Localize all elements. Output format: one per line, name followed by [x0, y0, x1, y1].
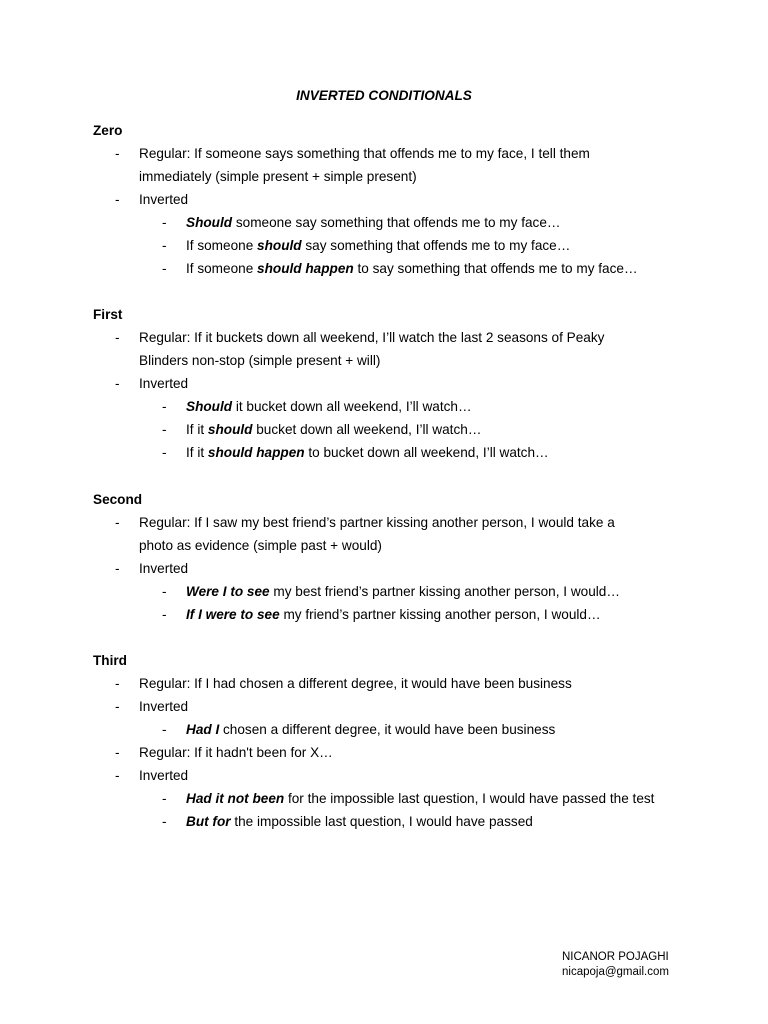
- sub-list-item: [93, 580, 713, 603]
- author-email: nicapoja@gmail.com: [562, 966, 669, 978]
- bullet-dash: -: [162, 814, 167, 829]
- list-item: [93, 372, 713, 395]
- bullet-dash: -: [162, 791, 167, 806]
- example-text: for the impossible last question, I would have passed the test: [284, 791, 655, 806]
- example-text: my best friend’s partner kissing another person, I would…: [269, 584, 620, 599]
- sub-list-item: [93, 211, 713, 234]
- bullet-dash: -: [115, 192, 120, 207]
- regular-text: Regular: If I had chosen a different degree, it would have been business: [139, 676, 572, 691]
- list-item: [93, 326, 713, 349]
- bullet-dash: -: [162, 215, 167, 230]
- bullet-dash: -: [115, 376, 120, 391]
- list-item: [93, 188, 713, 211]
- section-first: [93, 303, 713, 464]
- example-text: someone say something that offends me to my face…: [232, 215, 561, 230]
- bold-italic-text: should happen: [207, 445, 305, 460]
- bullet-dash: -: [115, 330, 120, 345]
- bold-italic-text: Were I to see: [186, 584, 270, 599]
- author-footer: [562, 950, 669, 980]
- bullet-dash: -: [115, 515, 120, 530]
- bullet-dash: -: [162, 722, 167, 737]
- list-item: [93, 557, 713, 580]
- sub-list-item: [93, 810, 713, 833]
- example-text: to bucket down all weekend, I’ll watch…: [304, 445, 549, 460]
- list-item: [93, 672, 713, 695]
- bullet-dash: -: [115, 561, 120, 576]
- section-heading-first: First: [93, 307, 123, 322]
- list-item: [93, 741, 713, 764]
- bold-italic-text: should happen: [257, 261, 354, 276]
- example-text: it bucket down all weekend, I’ll watch…: [232, 399, 472, 414]
- section-heading-zero: Zero: [93, 123, 123, 138]
- bold-italic-text: should: [257, 238, 302, 253]
- sub-list-item: [93, 234, 713, 257]
- bold-italic-text: Should: [186, 215, 233, 230]
- bold-italic-text: But for: [186, 814, 231, 829]
- list-item: [93, 695, 713, 718]
- regular-text-continued: immediately (simple present + simple present): [139, 169, 417, 184]
- example-text: my friend’s partner kissing another person, I would…: [279, 607, 601, 622]
- regular-text: Regular: If someone says something that offends me to my face, I tell them: [139, 146, 590, 161]
- inverted-label: Inverted: [139, 699, 189, 714]
- bullet-dash: -: [115, 768, 120, 783]
- bullet-dash: -: [115, 745, 120, 760]
- regular-text-continued: Blinders non-stop (simple present + will): [139, 353, 381, 368]
- bullet-dash: -: [115, 146, 120, 161]
- bullet-dash: -: [162, 445, 167, 460]
- bullet-dash: -: [115, 699, 120, 714]
- inverted-label: Inverted: [139, 376, 189, 391]
- example-text: to say something that offends me to my face…: [353, 261, 638, 276]
- sub-list-item: [93, 418, 713, 441]
- regular-text: Regular: If it buckets down all weekend, I’ll watch the last 2 seasons of Peaky: [139, 330, 605, 345]
- bold-italic-text: Should: [186, 399, 233, 414]
- section-second: [93, 488, 713, 626]
- inverted-label: Inverted: [139, 192, 189, 207]
- bullet-dash: -: [162, 607, 167, 622]
- regular-text-continued: photo as evidence (simple past + would): [139, 538, 382, 553]
- bold-italic-text: should: [207, 422, 253, 437]
- list-item: [93, 142, 713, 165]
- bullet-dash: -: [162, 422, 167, 437]
- inverted-label: Inverted: [139, 768, 189, 783]
- example-text: chosen a different degree, it would have been business: [219, 722, 556, 737]
- bold-italic-text: Had it not been: [186, 791, 285, 806]
- list-item: [93, 511, 713, 534]
- section-heading-second: Second: [93, 492, 143, 507]
- section-third: [93, 649, 713, 833]
- example-text: If someone: [186, 261, 258, 276]
- example-text: If it: [186, 422, 208, 437]
- list-item: [93, 764, 713, 787]
- sub-list-item: [93, 257, 713, 280]
- sub-list-item: [93, 718, 713, 741]
- example-text: the impossible last question, I would have passed: [230, 814, 533, 829]
- section-zero: [93, 119, 713, 280]
- sub-list-item: [93, 603, 713, 626]
- bold-italic-text: If I were to see: [186, 607, 280, 622]
- bullet-dash: -: [162, 399, 167, 414]
- example-text: bucket down all weekend, I’ll watch…: [252, 422, 482, 437]
- bullet-dash: -: [162, 238, 167, 253]
- bold-italic-text: Had I: [186, 722, 220, 737]
- document-title: INVERTED CONDITIONALS: [296, 88, 472, 103]
- bullet-dash: -: [162, 261, 167, 276]
- example-text: say something that offends me to my face…: [301, 238, 571, 253]
- sub-list-item: [93, 395, 713, 418]
- regular-text: Regular: If it hadn't been for X…: [139, 745, 333, 760]
- sub-list-item: [93, 441, 713, 464]
- example-text: If someone: [186, 238, 258, 253]
- bullet-dash: -: [162, 584, 167, 599]
- bullet-dash: -: [115, 676, 120, 691]
- example-text: If it: [186, 445, 208, 460]
- section-heading-third: Third: [93, 653, 127, 668]
- author-name: NICANOR POJAGHI: [562, 951, 669, 963]
- sub-list-item: [93, 787, 713, 810]
- inverted-label: Inverted: [139, 561, 189, 576]
- regular-text: Regular: If I saw my best friend’s partner kissing another person, I would take a: [139, 515, 615, 530]
